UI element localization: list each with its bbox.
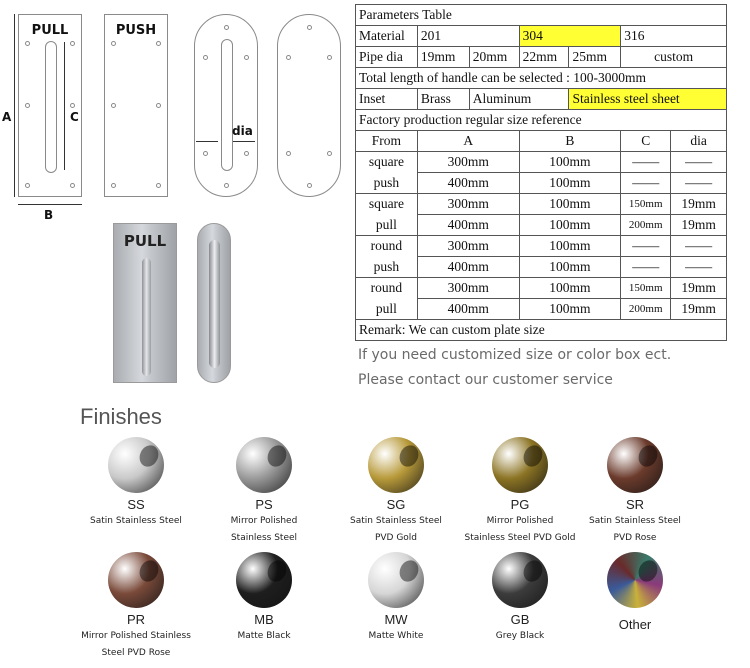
screw-hole [307,183,312,188]
finish-swatch [326,437,466,547]
finish-ball-image [368,552,424,608]
round-push-plate-drawing [277,14,341,197]
ball-hole [635,442,661,470]
ball-hole [136,442,162,470]
finish-ball-image [108,552,164,608]
finish-ball [236,552,292,608]
pipe-custom: custom [621,47,727,68]
screw-hole [25,103,30,108]
cell-a: 400mm [417,215,519,236]
finish-ball [607,552,663,608]
header-b: B [519,131,621,152]
ball-hole [264,442,290,470]
finish-ball [607,437,663,493]
cell-dia: 19mm [671,215,727,236]
finish-code: MB [254,612,274,627]
row-type: round [356,236,418,257]
table-row [356,47,727,68]
screw-hole [25,183,30,188]
cell-c: —— [621,257,671,278]
table-row [356,320,727,341]
finish-swatch [66,552,206,662]
table-row [356,68,727,89]
finish-code: SS [127,497,145,512]
pipe-dia-label: Pipe dia [356,47,418,68]
cell-b: 100mm [519,215,621,236]
finish-code: SR [625,497,645,512]
screw-hole [25,41,30,46]
ball-hole [136,557,162,585]
cell-dia: 19mm [671,194,727,215]
round-pull-plate-drawing [194,14,258,197]
inset-stainless: Stainless steel sheet [569,89,727,110]
cell-dia: —— [671,152,727,173]
cell-b: 100mm [519,173,621,194]
cell-c: 200mm [621,215,671,236]
material-316: 316 [621,26,727,47]
table-title: Parameters Table [356,5,727,26]
header-c: C [621,131,671,152]
row-sub: pull [356,215,418,236]
finish-ball [108,437,164,493]
cell-dia: 19mm [671,299,727,320]
dimension-b-label: B [44,208,54,222]
dimension-a-line [14,14,15,197]
dimension-b-line [18,204,82,205]
finish-desc-line1: Other [618,617,652,632]
finish-desc-line2: Stainless Steel [230,533,298,543]
length-text: Total length of handle can be selected : 100-3000mm [356,68,727,89]
photo-handle-bar [209,240,220,368]
finish-ball-image [492,437,548,493]
table-row [356,194,727,215]
table-row [356,173,727,194]
photo-plate-text: PULL [123,232,167,250]
finish-desc-line1: Grey Black [495,631,545,641]
finish-code: GB [510,612,530,627]
cell-b: 100mm [519,236,621,257]
screw-hole [111,41,116,46]
finish-ball [236,437,292,493]
screw-hole [111,103,116,108]
row-sub: push [356,173,418,194]
screw-hole [70,183,75,188]
screw-hole [327,151,332,156]
table-row [356,299,727,320]
finish-desc-line2: Stainless Steel PVD Gold [464,533,576,543]
cell-c: 150mm [621,278,671,299]
ball-hole [520,442,546,470]
finish-ball-image [607,437,663,493]
screw-hole [156,183,161,188]
cell-a: 400mm [417,299,519,320]
cell-b: 100mm [519,278,621,299]
screw-hole [224,25,229,30]
finish-desc-line1: Mirror Polished Stainless [81,631,191,641]
parameters-table [355,4,727,341]
screw-hole [203,55,208,60]
finish-desc-line2: Steel PVD Rose [101,648,171,658]
dimension-dia-arrow-right [233,141,255,142]
finish-desc-line1: Mirror Polished [486,516,554,526]
contact-note: Please contact our customer service [358,372,613,388]
finish-ball-image [108,437,164,493]
dimension-dia-label: dia [232,124,253,138]
screw-hole [70,41,75,46]
custom-note: If you need customized size or color box ect. [358,347,672,363]
table-row [356,152,727,173]
cell-c: 200mm [621,299,671,320]
technical-drawings [0,0,350,222]
pipe-25mm: 25mm [569,47,621,68]
handle-slot [221,39,233,171]
screw-hole [224,183,229,188]
inset-brass: Brass [417,89,469,110]
handle-slot [45,41,57,173]
header-a: A [417,131,519,152]
row-sub: push [356,257,418,278]
factory-text: Factory production regular size reference [356,110,727,131]
pull-plate-label: PULL [31,23,69,38]
pipe-22mm: 22mm [519,47,569,68]
finish-ball [108,552,164,608]
cell-a: 400mm [417,173,519,194]
table-row [356,257,727,278]
header-from: From [356,131,418,152]
ball-hole [396,442,422,470]
table-row [356,5,727,26]
finish-swatch [326,552,466,645]
finish-ball [492,552,548,608]
screw-hole [70,103,75,108]
cell-a: 300mm [417,152,519,173]
finish-swatch [194,437,334,547]
pull-plate-drawing [18,14,82,197]
cell-a: 300mm [417,236,519,257]
material-label: Material [356,26,418,47]
pull-plate-photo [113,223,177,383]
finish-desc-line2: PVD Gold [374,533,418,543]
finish-swatch [66,437,206,530]
table-row [356,236,727,257]
ball-hole [264,557,290,585]
finish-ball-image [607,552,663,608]
finish-code: PR [126,612,146,627]
screw-hole [307,25,312,30]
pipe-19mm: 19mm [417,47,469,68]
cell-b: 100mm [519,299,621,320]
pipe-20mm: 20mm [469,47,519,68]
ball-hole [396,557,422,585]
cell-a: 400mm [417,257,519,278]
table-row [356,89,727,110]
screw-hole [286,151,291,156]
table-header-row [356,131,727,152]
finish-desc-line1: Matte Black [237,631,291,641]
dimension-dia-arrow-left [196,141,218,142]
finishes-title: Finishes [80,404,162,429]
material-201: 201 [417,26,519,47]
row-type: square [356,152,418,173]
screw-hole [111,183,116,188]
remark-text: Remark: We can custom plate size [356,320,727,341]
finish-code: MW [384,612,408,627]
push-plate-label: PUSH [115,23,157,38]
screw-hole [286,55,291,60]
push-plate-drawing [104,14,168,197]
inset-aluminum: Aluminum [469,89,569,110]
ball-hole [520,557,546,585]
finish-ball-image [236,437,292,493]
finish-code: PG [510,497,530,512]
cell-dia: —— [671,257,727,278]
finish-ball [492,437,548,493]
finish-swatch [565,552,705,633]
cell-b: 100mm [519,194,621,215]
cell-b: 100mm [519,152,621,173]
inset-label: Inset [356,89,418,110]
cell-c: —— [621,173,671,194]
dimension-a-label: A [2,110,12,124]
cell-c: —— [621,236,671,257]
finish-code: SG [386,497,406,512]
finish-swatch [565,437,705,547]
cell-c: 150mm [621,194,671,215]
screw-hole [327,55,332,60]
table-row [356,26,727,47]
dimension-c-label: C [70,110,79,124]
screw-hole [203,151,208,156]
header-dia: dia [671,131,727,152]
screw-hole [244,55,249,60]
cell-a: 300mm [417,194,519,215]
table-row [356,215,727,236]
finish-desc-line1: Satin Stainless Steel [90,516,182,526]
finish-ball-image [236,552,292,608]
cell-dia: —— [671,173,727,194]
table-row [356,110,727,131]
finish-code: PS [255,497,273,512]
screw-hole [156,41,161,46]
cell-dia: 19mm [671,278,727,299]
finish-swatch [194,552,334,645]
row-sub: pull [356,299,418,320]
finish-desc-line1: Satin Stainless Steel [350,516,442,526]
material-304: 304 [519,26,621,47]
cell-c: —— [621,152,671,173]
cell-b: 100mm [519,257,621,278]
dimension-c-line [64,42,65,170]
round-handle-photo [197,223,231,383]
ball-hole [635,557,661,585]
screw-hole [244,151,249,156]
finish-ball-image [368,437,424,493]
row-type: round [356,278,418,299]
finish-ball [368,552,424,608]
finish-ball-image [492,552,548,608]
finish-desc-line1: Mirror Polished [230,516,298,526]
finish-desc-line1: Satin Stainless Steel [589,516,681,526]
photo-handle-bar [142,258,151,376]
cell-a: 300mm [417,278,519,299]
finish-ball [368,437,424,493]
cell-dia: —— [671,236,727,257]
finish-desc-line2: PVD Rose [613,533,657,543]
row-type: square [356,194,418,215]
finish-desc-line1: Matte White [368,631,424,641]
screw-hole [156,103,161,108]
table-row [356,278,727,299]
